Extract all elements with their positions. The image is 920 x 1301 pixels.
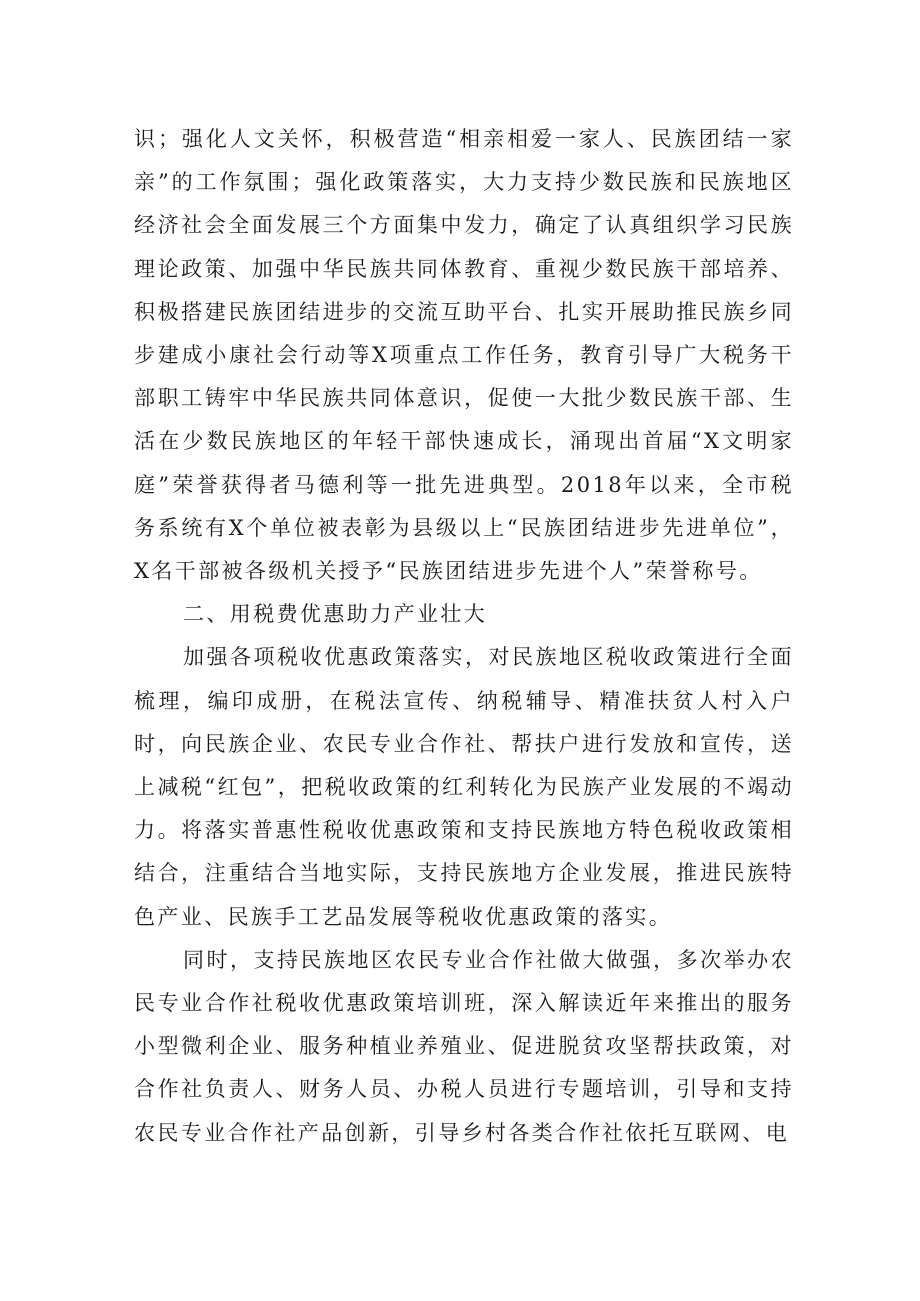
document-body [134, 118, 794, 1155]
paragraph-continuation: 识；强化人文关怀，积极营造“相亲相爱一家人、民族团结一家亲”的工作氛围；强化政策落实，大力支持少数民族和民族地区经济社会全面发展三个方面集中发力，确定了认真组织学习民族理论政策、加强中华民族共同体教育、重视少数民族干部培养、积极搭建民族团结进步的交流互助平台、扎实开展助推民族乡同步建成小康社会行动等X项重点工作任务，教育引导广大税务干部职工铸牢中华民族共同体意识，促使一大批少数民族干部、生活在少数民族地区的年轻干部快速成长，涌现出首届“X文明家庭”荣誉获得者马德利等一批先进典型。2018年以来，全市税务系统有X个单位被表彰为县级以上“民族团结进步先进单位”，X名干部被各级机关授予“民族团结进步先进个人”荣誉称号。 [134, 127, 794, 584]
section-heading: 二、用税费优惠助力产业壮大 [183, 602, 488, 627]
paragraph-cooperatives: 同时，支持民族地区农民专业合作社做大做强，多次举办农民专业合作社税收优惠政策培训班，深入解读近年来推出的服务小型微利企业、服务种植业养殖业、促进脱贫攻坚帮扶政策，对合作社负责人、财务人员、办税人员进行专题培训，引导和支持农民专业合作社产品创新，引导乡村各类合作社依托互联网、电 [134, 947, 794, 1145]
paragraph-tax-preferences: 加强各项税收优惠政策落实，对民族地区税收政策进行全面梳理，编印成册，在税法宣传、纳税辅导、精准扶贫人村入户时，向民族企业、农民专业合作社、帮扶户进行发放和宣传，送上减税“红包”，把税收政策的红利转化为民族产业发展的不竭动力。将落实普惠性税收优惠政策和支持民族地方特色税收政策相结合，注重结合当地实际，支持民族地方企业发展，推进民族特色产业、民族手工艺品发展等税收优惠政策的落实。 [134, 645, 794, 929]
